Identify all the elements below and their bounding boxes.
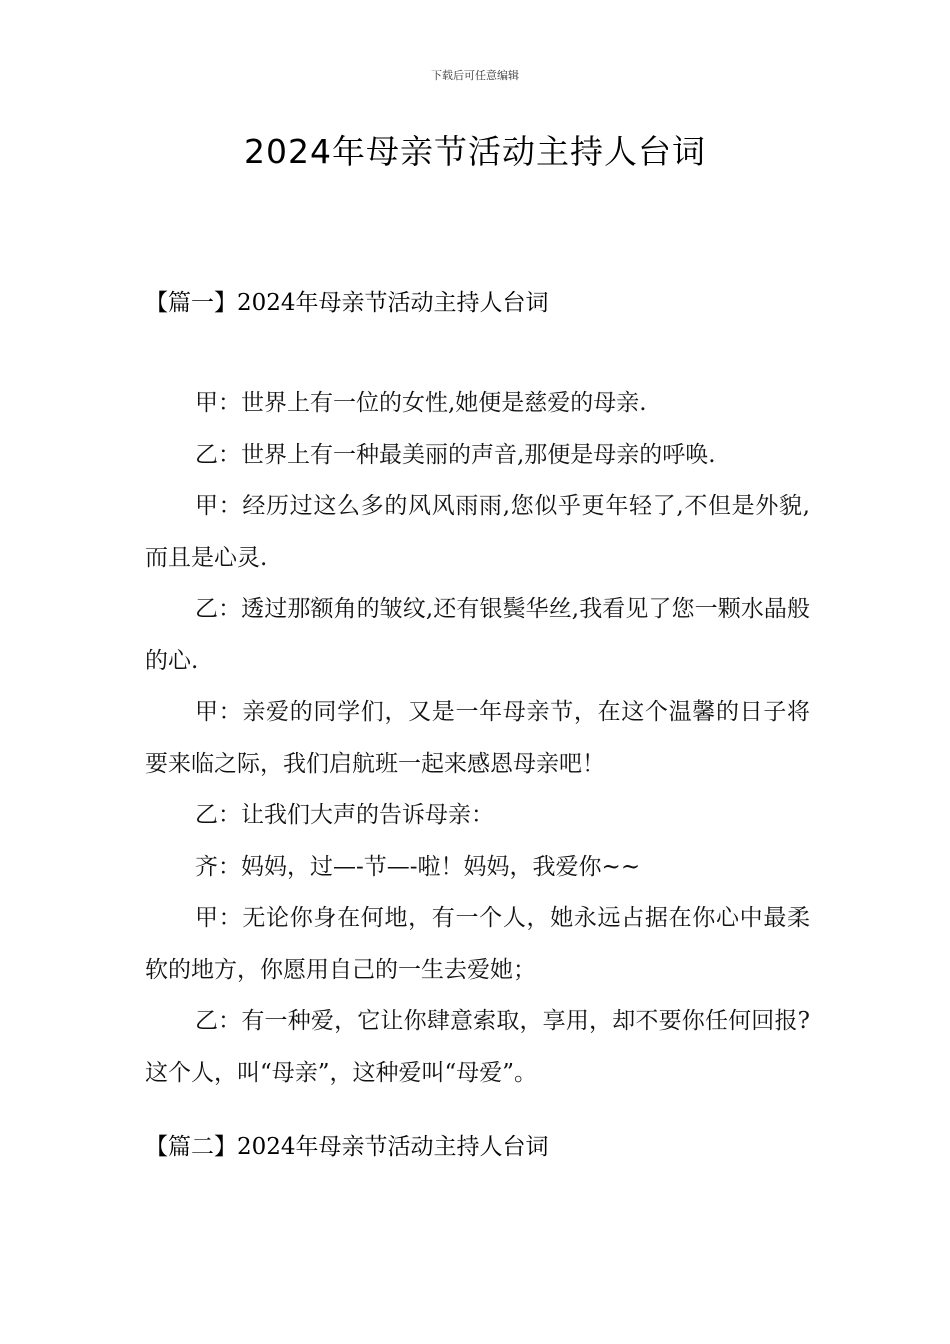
dialogue-line: 齐：妈妈，过—-节—-啦！妈妈，我爱你~~ xyxy=(195,853,641,880)
dialogue-line: 乙：让我们大声的告诉母亲： xyxy=(195,802,494,828)
dialogue-line: 甲：无论你身在何地，有一个人，她永远占据在你心中最柔软的地方，你愿用自己的一生去爱她； xyxy=(145,905,810,983)
dialogue-line: 乙：世界上有一种最美丽的声音,那便是母亲的呼唤. xyxy=(195,441,716,468)
section-heading-2: 【篇二】2024年母亲节活动主持人台词 xyxy=(145,1134,549,1160)
document-title: 2024年母亲节活动主持人台词 xyxy=(244,132,706,171)
section-heading-1: 【篇一】2024年母亲节活动主持人台词 xyxy=(145,290,549,316)
dialogue-body xyxy=(145,378,810,1099)
dialogue-line: 乙：透过那额角的皱纹,还有银鬓华丝,我看见了您一颗水晶般的心. xyxy=(145,596,810,674)
dialogue-line: 乙：有一种爱，它让你肆意索取，享用，却不要你任何回报?这个人，叫“母亲”，这种爱叫“母爱”。 xyxy=(145,1008,810,1086)
dialogue-line: 甲：亲爱的同学们，又是一年母亲节，在这个温馨的日子将要来临之际，我们启航班一起来感恩母亲吧！ xyxy=(145,699,810,777)
header-note: 下载后可任意编辑 xyxy=(431,69,519,82)
dialogue-line: 甲：经历过这么多的风风雨雨,您似乎更年轻了,不但是外貌,而且是心灵. xyxy=(145,493,810,571)
dialogue-line: 甲：世界上有一位的女性,她便是慈爱的母亲. xyxy=(195,390,647,416)
